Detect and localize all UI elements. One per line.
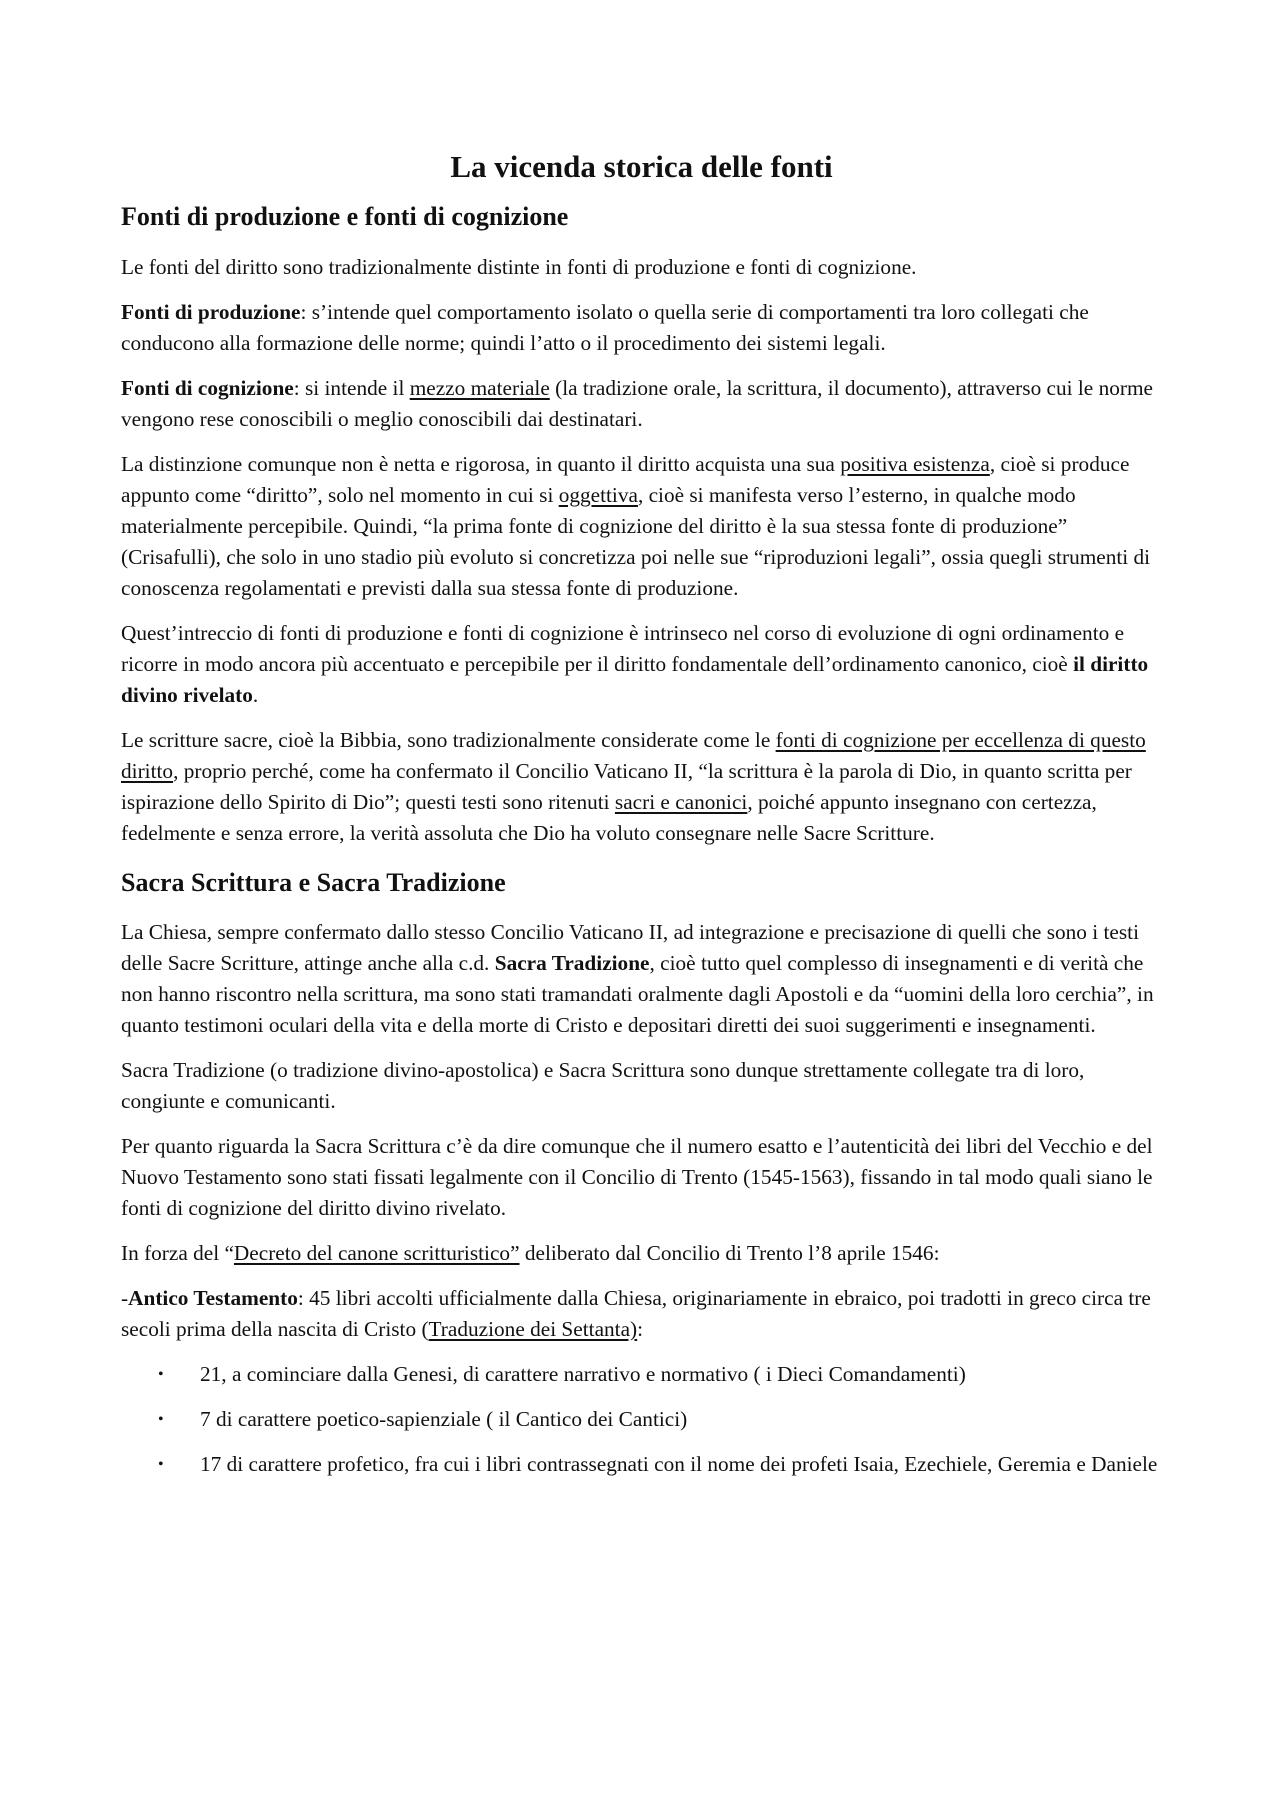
- paragraph-distinzione: La distinzione comunque non è netta e rigorosa, in quanto il diritto acquista una sua positiva esistenza, cioè si produce appunto come “diritto”, solo nel momento in cui si oggettiva, cioè si manifesta verso l’esterno, in qualche modo materialmente percepibile. Quindi, “la prima fonte di cognizione del diritto è la sua stessa fonte di produzione” (Crisafulli), che solo in uno stadio più evoluto si concretizza poi nelle sue “riproduzioni legali”, ossia quegli strumenti di conoscenza regolamentati e previsti dalla sua stessa fonte di produzione.: [121, 451, 1151, 600]
- bold-text: Sacra Tradizione: [494, 951, 650, 976]
- bullet-icon: •: [158, 1456, 164, 1474]
- list-item: • 7 di carattere poetico-sapienziale ( il Cantico dei Cantici): [158, 1404, 1162, 1435]
- bullet-icon: •: [158, 1366, 164, 1384]
- paragraph-fonti-produzione: Fonti di produzione: s’intende quel comportamento isolato o quella serie di comportamenti tra loro collegati che conducono alla formazione delle norme; quindi l’atto o il procedimento dei sistemi legali.: [121, 299, 1089, 355]
- list-item: • 17 di carattere profetico, fra cui i libri contrassegnati con il nome dei profeti Isaia, Ezechiele, Geremia e Daniele: [158, 1449, 1162, 1480]
- paragraph-concilio-trento: Per quanto riguarda la Sacra Scrittura c’è da dire comunque che il numero esatto e l’autenticità dei libri del Vecchio e del Nuovo Testamento sono stati fissati legalmente con il Concilio di Trento (1545-1563), fissando in tal modo quali siano le fonti di cognizione del diritto divino rivelato.: [121, 1134, 1153, 1221]
- list-item: • 21, a cominciare dalla Genesi, di carattere narrativo e normativo ( i Dieci Comandamenti): [158, 1359, 1162, 1390]
- section-heading-fonti: Fonti di produzione e fonti di cognizione: [121, 202, 569, 232]
- paragraph-tradizione: Sacra Tradizione (o tradizione divino-apostolica) e Sacra Scrittura sono dunque strettamente collegate tra di loro, congiunte e comunicanti.: [121, 1058, 1085, 1114]
- section-heading-sacra-scrittura: Sacra Scrittura e Sacra Tradizione: [121, 867, 506, 897]
- bold-text: il diritto divino rivelato: [121, 651, 1149, 707]
- paragraph: Le fonti del diritto sono tradizionalmente distinte in fonti di produzione e fonti di cognizione.: [121, 254, 917, 279]
- paragraph-scritture-sacre: Le scritture sacre, cioè la Bibbia, sono tradizionalmente considerate come le fonti di cognizione per eccellenza di questo diritto, proprio perché, come ha confermato il Concilio Vaticano II, “la scrittura è la parola di Dio, in quanto scritta per ispirazione dello Spirito di Dio”; questi testi sono ritenuti sacri e canonici, poiché appunto insegnano con certezza, fedelmente e senza errore, la verità assoluta che Dio ha voluto consegnare nelle Sacre Scritture.: [121, 727, 1146, 845]
- paragraph-chiesa: La Chiesa, sempre confermato dallo stesso Concilio Vaticano II, ad integrazione e precisazione di quelli che sono i testi delle Sacre Scritture, attinge anche alla c.d. Sacra Tradizione, cioè tutto quel complesso di insegnamenti e di verità che non hanno riscontro nella scrittura, ma sono stati tramandati oralmente dagli Apostoli e da “uomini della loro cerchia”, in quanto testimoni oculari della vita e della morte di Cristo e depositari diretti dei suoi suggerimenti e insegnamenti.: [121, 920, 1154, 1038]
- page-title: La vicenda storica delle fonti: [450, 149, 833, 184]
- paragraph-decreto: In forza del “Decreto del canone scritturistico” deliberato dal Concilio di Trento l’8 aprile 1546:: [121, 1241, 940, 1266]
- underlined-text: positiva esistenza: [840, 451, 990, 476]
- term-fonti-cognizione: Fonti di cognizione: [121, 375, 294, 400]
- paragraph-antico-testamento: -Antico Testamento: 45 libri accolti ufficialmente dalla Chiesa, originariamente in ebraico, poi tradotti in greco circa tre secoli prima della nascita di Cristo (Traduzione dei Settanta):: [121, 1286, 1151, 1342]
- underlined-text: mezzo materiale: [409, 375, 550, 400]
- underlined-text: fonti di cognizione per eccellenza di questo diritto: [121, 727, 1146, 783]
- underlined-text: Traduzione dei Settanta): [428, 1317, 638, 1342]
- paragraph-fonti-cognizione: Fonti di cognizione: si intende il mezzo materiale (la tradizione orale, la scrittura, il documento), attraverso cui le norme vengono rese conoscibili o meglio conoscibili dai destinatari.: [121, 375, 1153, 431]
- bold-text: Antico Testamento: [128, 1286, 298, 1311]
- underlined-text: sacri e canonici: [614, 789, 748, 814]
- bullet-icon: •: [158, 1411, 164, 1429]
- paragraph-intreccio: Quest’intreccio di fonti di produzione e fonti di cognizione è intrinseco nel corso di evoluzione di ogni ordinamento e ricorre in modo ancora più accentuato e percepibile per il diritto fondamentale dell’ordinamento canonico, cioè il diritto divino rivelato.: [121, 620, 1149, 707]
- underlined-text: oggettiva: [558, 482, 638, 507]
- term-fonti-produzione: Fonti di produzione: [121, 299, 301, 324]
- underlined-text: Decreto del canone scritturistico”: [233, 1241, 520, 1266]
- bullet-list: [121, 1359, 1162, 1480]
